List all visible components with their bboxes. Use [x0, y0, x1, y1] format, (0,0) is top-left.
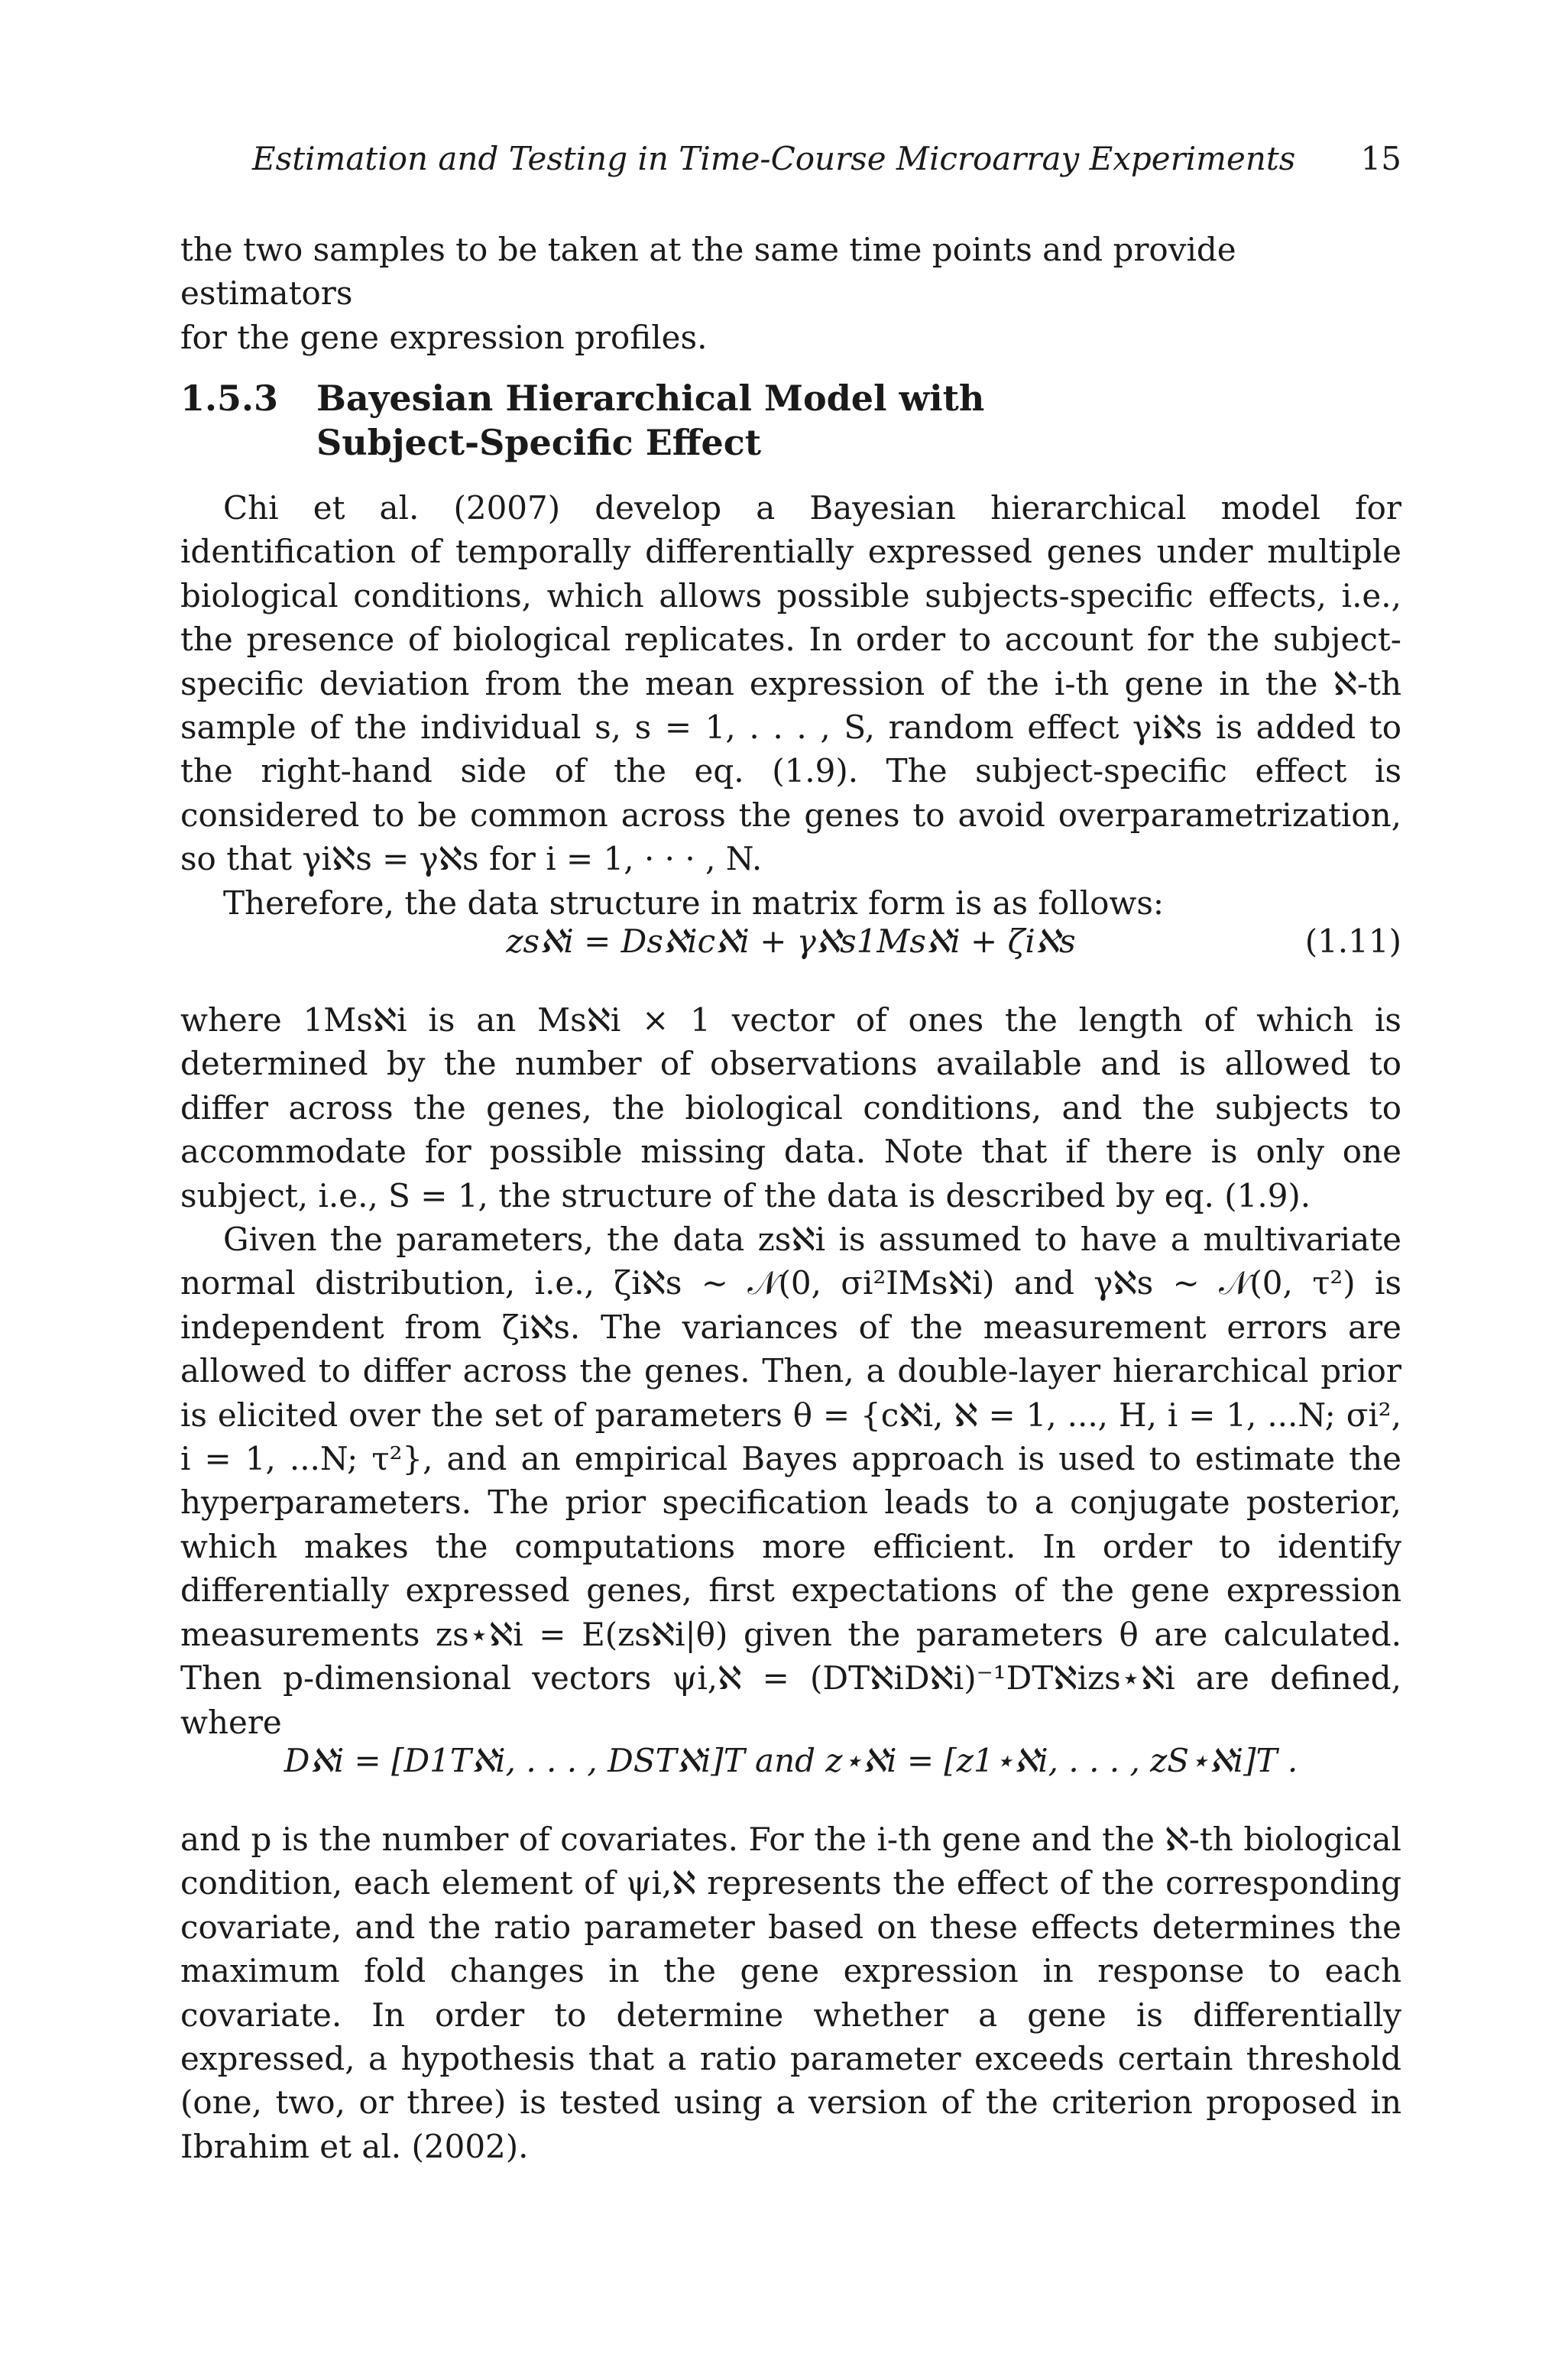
section-number: 1.5.3 [180, 378, 279, 419]
paragraph-5: and p is the number of covariates. For the i-th gene and the ℵ-th biological condition, each element of ψi,ℵ represents the effect of the corresponding covariate, and the ratio parameter based on these effects determines the maximum fold changes in the gene expression in response to each covariate. In order to determine whether a gene is differentially expressed, a hypothesis that a ratio parameter exceeds certain threshold (one, two, or three) is tested using a version of the criterion proposed in Ibrahim et al. (2002). [180, 1821, 1401, 2165]
body-block-1 [180, 486, 1401, 925]
equation-1-11-number: (1.11) [1304, 922, 1401, 960]
body-block-2 [180, 998, 1401, 1744]
equation-1-11 [180, 917, 1401, 966]
equation-1-11-body: zsℵi = Dsℵicℵi + γℵs1Msℵi + ζiℵs [506, 922, 1076, 960]
paragraph-4: Given the parameters, the data zsℵi is assumed to have a multivariate normal distribution, i.e., ζiℵs ∼ 𝒩(0, σi²IMsℵi) and γℵs ∼ 𝒩(0, τ²) is independent from ζiℵs. The variances of the measurement errors are allowed to differ across the genes. Then, a double-layer hierarchical prior is elicited over the set of parameters θ = {cℵi, ℵ = 1, ..., H, i = 1, ...N; σi², i = 1, ...N; τ²}, and an empirical Bayes approach is used to estimate the hyperparameters. The prior specification leads to a conjugate posterior, which makes the computations more efficient. In order to identify differentially expressed genes, first expectations of the gene expression measurements zs⋆ℵi = E(zsℵi|θ) given the parameters θ are calculated. Then p-dimensional vectors ψi,ℵ = (DTℵiDℵi)⁻¹DTℵizs⋆ℵi are defined, where [180, 1221, 1401, 1741]
running-title: Estimation and Testing in Time-Course Microarray Experiments [252, 140, 1296, 177]
intro-paragraph [180, 228, 1401, 359]
paragraph-2: Therefore, the data structure in matrix form is as follows: [223, 884, 1165, 922]
paragraph-3: where 1Msℵi is an Msℵi × 1 vector of ones the length of which is determined by the number of observations available and is allowed to differ across the genes, the biological conditions, and the subjects to accommodate for possible missing data. Note that if there is only one subject, i.e., S = 1, the structure of the data is described by eq. (1.9). [180, 1001, 1401, 1214]
body-block-3 [180, 1817, 1401, 2168]
page-number: 15 [1360, 140, 1401, 177]
equation-d-and-z-body: Dℵi = [D1Tℵi, . . . , DSTℵi]T and z⋆ℵi = [z1⋆ℵi, . . . , zS⋆ℵi]T . [284, 1742, 1298, 1779]
intro-line-2: for the gene expression profiles. [180, 318, 708, 356]
section-title-line-2: Subject-Specific Effect [316, 422, 762, 463]
section-title-line-1: Bayesian Hierarchical Model with [316, 378, 985, 419]
paragraph-1: Chi et al. (2007) develop a Bayesian hierarchical model for identification of temporally differentially expressed genes under multiple biological conditions, which allows possible subjects-specific effects, i.e., the presence of biological replicates. In order to account for the subject-specific deviation from the mean expression of the i-th gene in the ℵ-th sample of the individual s, s = 1, . . . , S, random effect γiℵs is added to the right-hand side of the eq. (1.9). The subject-specific effect is considered to be common across the genes to avoid overparametrization, so that γiℵs = γℵs for i = 1, · · · , N. [180, 489, 1401, 878]
equation-d-and-z [180, 1736, 1401, 1785]
section-title [316, 376, 984, 465]
intro-line-1: the two samples to be taken at the same time points and provide estimators [180, 231, 1236, 313]
